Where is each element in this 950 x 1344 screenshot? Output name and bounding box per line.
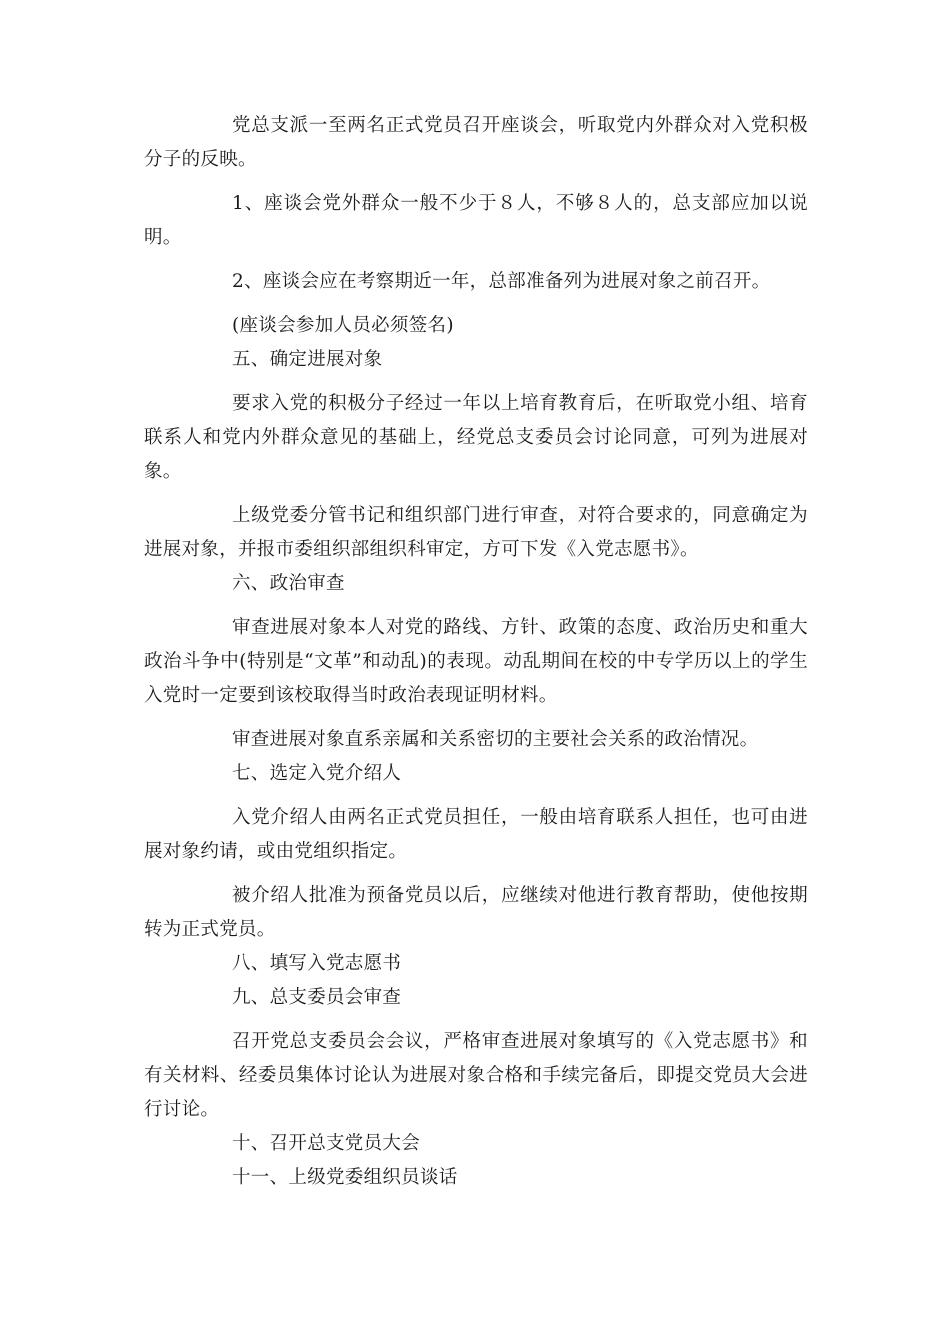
section-heading: 五、确定进展对象 [232, 349, 383, 370]
paragraph: 上级党委分管书记和组织部门进行审查，对符合要求的，同意确定为进展对象，并报市委组织部组织科审定，方可下发《入党志愿书》。 [144, 505, 808, 560]
section-heading: 十、召开总支党员大会 [232, 1133, 421, 1154]
section-heading: 八、填写入党志愿书 [232, 953, 402, 974]
paragraph: 审查进展对象直系亲属和关系密切的主要社会关系的政治情况。 [232, 729, 759, 750]
section-heading: 七、选定入党介绍人 [232, 763, 402, 784]
paragraph: 要求入党的积极分子经过一年以上培育教育后，在听取党小组、培育联系人和党内外群众意见的基础上，经党总支委员会讨论同意，可列为进展对象。 [144, 393, 808, 482]
paragraph: 入党介绍人由两名正式党员担任，一般由培育联系人担任，也可由进展对象约请，或由党组织指定。 [144, 807, 808, 862]
list-item: 2、座谈会应在考察期近一年，总部准备列为进展对象之前召开。 [232, 271, 771, 292]
paragraph: 党总支派一至两名正式党员召开座谈会，听取党内外群众对入党积极分子的反映。 [144, 115, 808, 170]
note: (座谈会参加人员必须签名) [232, 315, 454, 336]
section-heading: 六、政治审查 [232, 573, 345, 594]
paragraph: 召开党总支委员会会议，严格审查进展对象填写的《入党志愿书》和有关材料、经委员集体讨论认为进展对象合格和手续完备后，即提交党员大会进行讨论。 [144, 1031, 808, 1120]
paragraph: 被介绍人批准为预备党员以后，应继续对他进行教育帮助，使他按期转为正式党员。 [144, 885, 808, 940]
section-heading: 十一、上级党委组织员谈话 [232, 1167, 458, 1188]
paragraph: 审查进展对象本人对党的路线、方针、政策的态度、政治历史和重大政治斗争中(特别是“文革”和动乱)的表现。动乱期间在校的中专学历以上的学生入党时一定要到该校取得当时政治表现证明材料。 [144, 617, 808, 706]
list-item: 1、座谈会党外群众一般不少于８人，不够８人的，总支部应加以说明。 [144, 193, 808, 248]
document-body [144, 109, 808, 1195]
section-heading: 九、总支委员会审查 [232, 987, 402, 1008]
